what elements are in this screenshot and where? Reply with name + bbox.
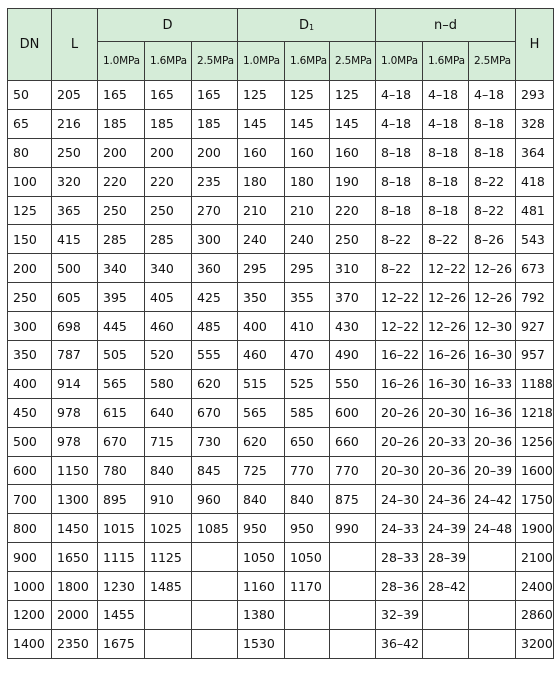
cell-d1-3: 660 [330, 427, 376, 456]
cell-nd-1: 8–18 [376, 138, 423, 167]
table-row [8, 225, 554, 254]
cell-l: 365 [52, 196, 98, 225]
cell-nd-3 [469, 543, 516, 572]
cell-d1-2: 525 [285, 369, 330, 398]
table-row [8, 572, 554, 601]
cell-d-2: 1485 [145, 572, 192, 601]
cell-l: 205 [52, 81, 98, 110]
cell-nd-1: 12–22 [376, 312, 423, 341]
cell-h: 328 [516, 109, 554, 138]
cell-d-1: 505 [98, 341, 145, 370]
header-d-pressure-2: 1.6MPa [145, 42, 192, 81]
cell-dn: 600 [8, 456, 52, 485]
cell-nd-3: 20–36 [469, 427, 516, 456]
cell-d-2: 460 [145, 312, 192, 341]
cell-d-1: 285 [98, 225, 145, 254]
cell-d-1: 895 [98, 485, 145, 514]
header-nd-pressure-2: 1.6MPa [423, 42, 469, 81]
cell-nd-1: 32–39 [376, 601, 423, 630]
cell-nd-2: 20–30 [423, 398, 469, 427]
cell-d1-2: 1050 [285, 543, 330, 572]
cell-nd-2: 16–30 [423, 369, 469, 398]
cell-dn: 50 [8, 81, 52, 110]
cell-h: 673 [516, 254, 554, 283]
cell-d-1: 565 [98, 369, 145, 398]
cell-d-1: 220 [98, 167, 145, 196]
cell-d-1: 1455 [98, 601, 145, 630]
cell-h: 364 [516, 138, 554, 167]
cell-d-1: 1230 [98, 572, 145, 601]
cell-d1-3: 875 [330, 485, 376, 514]
cell-d1-2: 1170 [285, 572, 330, 601]
cell-d-3: 425 [192, 283, 238, 312]
cell-l: 216 [52, 109, 98, 138]
cell-nd-3: 16–30 [469, 341, 516, 370]
table-row [8, 369, 554, 398]
cell-d1-3: 990 [330, 514, 376, 543]
cell-d-2: 1025 [145, 514, 192, 543]
cell-d1-3: 125 [330, 81, 376, 110]
cell-d1-2: 210 [285, 196, 330, 225]
cell-dn: 800 [8, 514, 52, 543]
cell-dn: 1200 [8, 601, 52, 630]
cell-d-1: 250 [98, 196, 145, 225]
cell-h: 1218 [516, 398, 554, 427]
table-row [8, 312, 554, 341]
cell-l: 978 [52, 398, 98, 427]
cell-d-2: 520 [145, 341, 192, 370]
table-row [8, 485, 554, 514]
cell-d-1: 445 [98, 312, 145, 341]
cell-d-1: 780 [98, 456, 145, 485]
cell-d1-3: 190 [330, 167, 376, 196]
cell-d-3: 620 [192, 369, 238, 398]
cell-d1-3 [330, 543, 376, 572]
cell-nd-2: 4–18 [423, 109, 469, 138]
cell-d1-2 [285, 629, 330, 658]
table-row [8, 514, 554, 543]
cell-l: 914 [52, 369, 98, 398]
cell-d1-2: 470 [285, 341, 330, 370]
cell-d-2: 840 [145, 456, 192, 485]
table-row [8, 138, 554, 167]
cell-nd-2: 16–26 [423, 341, 469, 370]
header-d: D [98, 9, 238, 42]
cell-d1-1: 295 [238, 254, 285, 283]
cell-nd-1: 16–26 [376, 369, 423, 398]
cell-d1-2: 355 [285, 283, 330, 312]
cell-d1-3 [330, 629, 376, 658]
cell-d1-1: 1530 [238, 629, 285, 658]
cell-d-1: 1015 [98, 514, 145, 543]
cell-d1-2: 650 [285, 427, 330, 456]
cell-d-1: 185 [98, 109, 145, 138]
table-row [8, 167, 554, 196]
cell-nd-3: 12–26 [469, 254, 516, 283]
cell-dn: 400 [8, 369, 52, 398]
table-row [8, 196, 554, 225]
cell-nd-1: 20–26 [376, 427, 423, 456]
cell-l: 605 [52, 283, 98, 312]
cell-d1-3: 490 [330, 341, 376, 370]
header-d1-main: D [298, 17, 309, 33]
cell-nd-1: 20–26 [376, 398, 423, 427]
cell-l: 698 [52, 312, 98, 341]
cell-nd-2: 20–33 [423, 427, 469, 456]
cell-dn: 150 [8, 225, 52, 254]
cell-d1-2: 770 [285, 456, 330, 485]
table-header [8, 9, 554, 81]
cell-d-1: 1115 [98, 543, 145, 572]
cell-nd-1: 8–18 [376, 167, 423, 196]
cell-h: 418 [516, 167, 554, 196]
cell-dn: 200 [8, 254, 52, 283]
cell-d-1: 165 [98, 81, 145, 110]
table-row [8, 427, 554, 456]
cell-l: 2000 [52, 601, 98, 630]
cell-nd-1: 24–33 [376, 514, 423, 543]
header-d1-subscript: 1 [308, 22, 315, 32]
cell-nd-1: 4–18 [376, 81, 423, 110]
cell-nd-3: 8–22 [469, 167, 516, 196]
cell-d1-1: 1160 [238, 572, 285, 601]
cell-l: 2350 [52, 629, 98, 658]
cell-d-2: 910 [145, 485, 192, 514]
cell-d-3: 845 [192, 456, 238, 485]
cell-d-3: 165 [192, 81, 238, 110]
cell-d-1: 670 [98, 427, 145, 456]
cell-d-2: 405 [145, 283, 192, 312]
cell-d1-1: 725 [238, 456, 285, 485]
cell-h: 957 [516, 341, 554, 370]
cell-d-3: 555 [192, 341, 238, 370]
header-d1-pressure-2: 1.6MPa [285, 42, 330, 81]
cell-d1-1: 1380 [238, 601, 285, 630]
cell-d-2: 220 [145, 167, 192, 196]
cell-d1-2 [285, 601, 330, 630]
cell-d-1: 615 [98, 398, 145, 427]
cell-nd-2: 8–18 [423, 138, 469, 167]
cell-nd-2: 8–18 [423, 196, 469, 225]
spec-table-container [7, 8, 553, 659]
cell-l: 1450 [52, 514, 98, 543]
cell-l: 250 [52, 138, 98, 167]
table-row [8, 341, 554, 370]
cell-d-3 [192, 543, 238, 572]
cell-d1-3: 145 [330, 109, 376, 138]
cell-nd-3: 24–48 [469, 514, 516, 543]
cell-d1-3: 600 [330, 398, 376, 427]
cell-d-3 [192, 601, 238, 630]
cell-nd-3: 8–18 [469, 109, 516, 138]
cell-h: 293 [516, 81, 554, 110]
cell-nd-1: 4–18 [376, 109, 423, 138]
cell-nd-1: 12–22 [376, 283, 423, 312]
cell-dn: 1400 [8, 629, 52, 658]
cell-nd-2 [423, 629, 469, 658]
cell-d1-1: 400 [238, 312, 285, 341]
header-l: L [52, 9, 98, 81]
cell-d-3: 185 [192, 109, 238, 138]
cell-d-2: 200 [145, 138, 192, 167]
cell-d1-2: 840 [285, 485, 330, 514]
cell-d1-1: 125 [238, 81, 285, 110]
cell-h: 1600 [516, 456, 554, 485]
cell-h: 1188 [516, 369, 554, 398]
cell-d1-3: 370 [330, 283, 376, 312]
cell-d-3: 670 [192, 398, 238, 427]
table-row [8, 254, 554, 283]
cell-nd-2: 28–39 [423, 543, 469, 572]
cell-nd-3: 12–26 [469, 283, 516, 312]
cell-nd-1: 28–36 [376, 572, 423, 601]
cell-nd-1: 24–30 [376, 485, 423, 514]
cell-d-2: 715 [145, 427, 192, 456]
cell-d1-2: 410 [285, 312, 330, 341]
cell-dn: 250 [8, 283, 52, 312]
cell-d1-1: 515 [238, 369, 285, 398]
cell-nd-2: 20–36 [423, 456, 469, 485]
table-body [8, 81, 554, 659]
cell-nd-3: 16–33 [469, 369, 516, 398]
cell-d-1: 1675 [98, 629, 145, 658]
cell-d-2: 250 [145, 196, 192, 225]
cell-h: 927 [516, 312, 554, 341]
cell-d-3: 960 [192, 485, 238, 514]
cell-nd-2: 24–36 [423, 485, 469, 514]
cell-d-3: 270 [192, 196, 238, 225]
header-nd: n–d [376, 9, 516, 42]
cell-d1-2: 180 [285, 167, 330, 196]
header-d1 [238, 9, 376, 42]
cell-d1-1: 180 [238, 167, 285, 196]
cell-nd-2: 12–22 [423, 254, 469, 283]
cell-d-3: 730 [192, 427, 238, 456]
cell-nd-1: 16–22 [376, 341, 423, 370]
cell-d1-3 [330, 601, 376, 630]
cell-d1-3: 220 [330, 196, 376, 225]
cell-d-3 [192, 572, 238, 601]
cell-h: 543 [516, 225, 554, 254]
cell-nd-1: 8–22 [376, 254, 423, 283]
cell-d-3: 200 [192, 138, 238, 167]
cell-dn: 350 [8, 341, 52, 370]
cell-d1-1: 620 [238, 427, 285, 456]
cell-nd-3: 8–22 [469, 196, 516, 225]
cell-d-2: 185 [145, 109, 192, 138]
cell-h: 1750 [516, 485, 554, 514]
header-d-pressure-1: 1.0MPa [98, 42, 145, 81]
cell-l: 1800 [52, 572, 98, 601]
cell-d-2: 165 [145, 81, 192, 110]
cell-l: 787 [52, 341, 98, 370]
cell-nd-2: 8–18 [423, 167, 469, 196]
cell-d1-3: 430 [330, 312, 376, 341]
cell-l: 1300 [52, 485, 98, 514]
cell-nd-3: 16–36 [469, 398, 516, 427]
cell-d1-1: 350 [238, 283, 285, 312]
cell-d1-1: 145 [238, 109, 285, 138]
cell-d-2: 1125 [145, 543, 192, 572]
cell-nd-3: 24–42 [469, 485, 516, 514]
table-row [8, 629, 554, 658]
cell-d1-2: 145 [285, 109, 330, 138]
cell-nd-2: 24–39 [423, 514, 469, 543]
cell-d1-1: 210 [238, 196, 285, 225]
cell-nd-3: 4–18 [469, 81, 516, 110]
cell-d-2: 640 [145, 398, 192, 427]
dimension-table [7, 8, 554, 659]
cell-dn: 450 [8, 398, 52, 427]
cell-d1-1: 160 [238, 138, 285, 167]
cell-l: 415 [52, 225, 98, 254]
cell-l: 1650 [52, 543, 98, 572]
cell-nd-2: 28–42 [423, 572, 469, 601]
table-row [8, 109, 554, 138]
cell-dn: 900 [8, 543, 52, 572]
table-row [8, 543, 554, 572]
cell-nd-1: 20–30 [376, 456, 423, 485]
cell-nd-3: 20–39 [469, 456, 516, 485]
cell-nd-2: 12–26 [423, 283, 469, 312]
cell-dn: 1000 [8, 572, 52, 601]
table-row [8, 456, 554, 485]
cell-d-3: 360 [192, 254, 238, 283]
table-row [8, 601, 554, 630]
cell-d1-1: 840 [238, 485, 285, 514]
cell-d1-2: 295 [285, 254, 330, 283]
cell-dn: 100 [8, 167, 52, 196]
cell-d1-2: 160 [285, 138, 330, 167]
cell-d1-2: 240 [285, 225, 330, 254]
cell-d1-3: 160 [330, 138, 376, 167]
cell-d1-1: 950 [238, 514, 285, 543]
cell-nd-3 [469, 601, 516, 630]
table-row [8, 398, 554, 427]
cell-l: 500 [52, 254, 98, 283]
cell-h: 481 [516, 196, 554, 225]
cell-dn: 125 [8, 196, 52, 225]
cell-h: 1900 [516, 514, 554, 543]
cell-d-2 [145, 601, 192, 630]
cell-d-1: 395 [98, 283, 145, 312]
cell-d-1: 200 [98, 138, 145, 167]
header-d1-pressure-3: 2.5MPa [330, 42, 376, 81]
cell-dn: 80 [8, 138, 52, 167]
cell-l: 1150 [52, 456, 98, 485]
cell-nd-2: 8–22 [423, 225, 469, 254]
cell-nd-1: 36–42 [376, 629, 423, 658]
cell-d-3: 235 [192, 167, 238, 196]
table-row [8, 81, 554, 110]
cell-h: 1256 [516, 427, 554, 456]
cell-nd-3: 8–26 [469, 225, 516, 254]
cell-d-2: 580 [145, 369, 192, 398]
cell-nd-3: 12–30 [469, 312, 516, 341]
cell-d1-3: 770 [330, 456, 376, 485]
cell-l: 978 [52, 427, 98, 456]
cell-nd-2: 12–26 [423, 312, 469, 341]
cell-d-2 [145, 629, 192, 658]
cell-nd-3 [469, 572, 516, 601]
cell-d1-2: 950 [285, 514, 330, 543]
cell-d-3: 1085 [192, 514, 238, 543]
cell-dn: 700 [8, 485, 52, 514]
cell-d1-3: 550 [330, 369, 376, 398]
cell-h: 2100 [516, 543, 554, 572]
cell-d1-3 [330, 572, 376, 601]
cell-d1-1: 1050 [238, 543, 285, 572]
cell-d-2: 285 [145, 225, 192, 254]
table-row [8, 283, 554, 312]
cell-d1-3: 250 [330, 225, 376, 254]
cell-nd-3 [469, 629, 516, 658]
cell-nd-2: 4–18 [423, 81, 469, 110]
header-nd-pressure-3: 2.5MPa [469, 42, 516, 81]
cell-h: 2860 [516, 601, 554, 630]
cell-l: 320 [52, 167, 98, 196]
cell-nd-2 [423, 601, 469, 630]
cell-d1-1: 460 [238, 341, 285, 370]
cell-d1-1: 565 [238, 398, 285, 427]
cell-nd-1: 8–22 [376, 225, 423, 254]
cell-d-3: 300 [192, 225, 238, 254]
header-d1-pressure-1: 1.0MPa [238, 42, 285, 81]
cell-nd-3: 8–18 [469, 138, 516, 167]
cell-d-1: 340 [98, 254, 145, 283]
cell-d1-2: 125 [285, 81, 330, 110]
cell-dn: 65 [8, 109, 52, 138]
cell-h: 2400 [516, 572, 554, 601]
cell-h: 792 [516, 283, 554, 312]
cell-d1-1: 240 [238, 225, 285, 254]
cell-d1-2: 585 [285, 398, 330, 427]
cell-d1-3: 310 [330, 254, 376, 283]
header-h: H [516, 9, 554, 81]
header-nd-pressure-1: 1.0MPa [376, 42, 423, 81]
cell-h: 3200 [516, 629, 554, 658]
cell-dn: 500 [8, 427, 52, 456]
cell-d-3: 485 [192, 312, 238, 341]
header-dn: DN [8, 9, 52, 81]
cell-nd-1: 8–18 [376, 196, 423, 225]
header-d-pressure-3: 2.5MPa [192, 42, 238, 81]
cell-nd-1: 28–33 [376, 543, 423, 572]
cell-d-3 [192, 629, 238, 658]
cell-dn: 300 [8, 312, 52, 341]
cell-d-2: 340 [145, 254, 192, 283]
